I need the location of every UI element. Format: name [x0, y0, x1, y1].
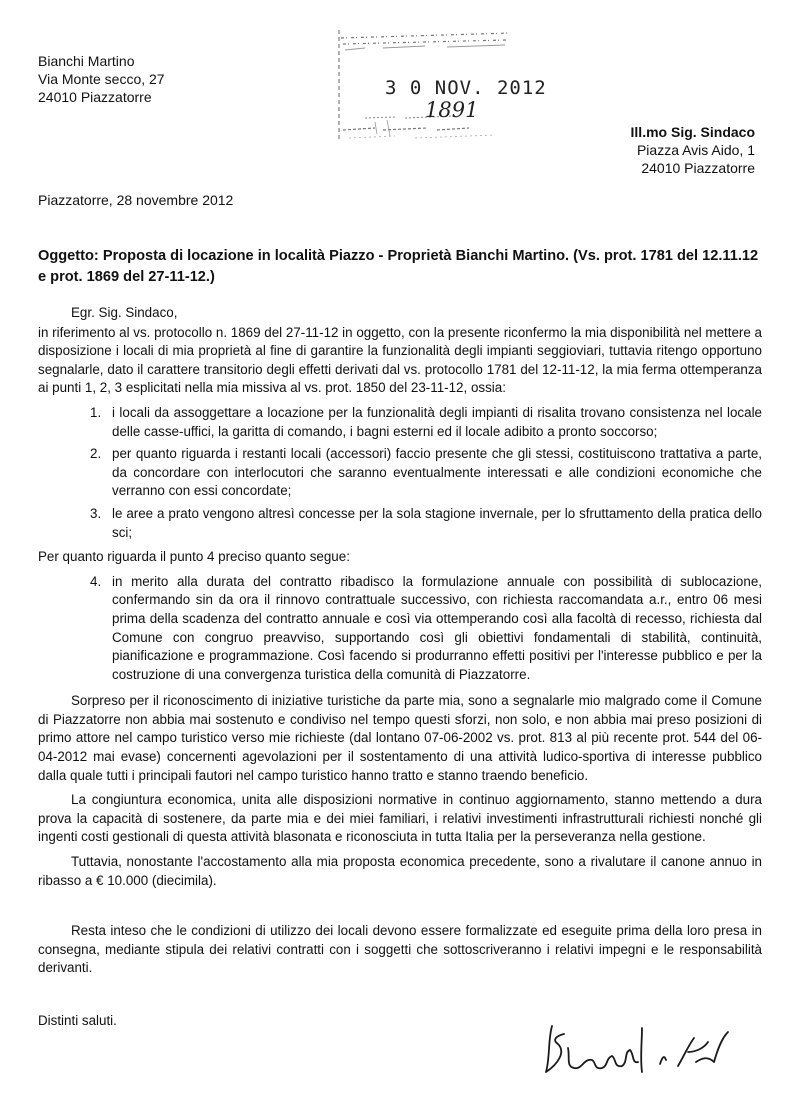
point4-intro: Per quanto riguarda il punto 4 preciso quanto segue:	[38, 549, 350, 565]
list-item: 3. le aree a prato vengono altresì concesse per la sola stagione invernale, per lo sfruttamento della pratica dello sci;	[90, 505, 762, 540]
recipient-block	[631, 123, 755, 177]
date-line: Piazzatorre, 28 novembre 2012	[38, 192, 234, 208]
handwritten-signature	[538, 1018, 748, 1080]
list-item: 1. i locali da assoggettare a locazione per la funzionalità degli impianti di risalita trovano consistenza nel locale delle casse-uffici, la garitta di comando, i bagni esterni ed il locale adibito a pronto soccorso;	[90, 404, 762, 439]
final-paragraph: Resta inteso che le condizioni di utilizzo dei locali devono essere formalizzate ed eseguite prima della loro presa in consegna, mediante stipula dei relativi contratti con i soggetti che sottoscriveranno i relativi impegni e le responsabilità derivanti.	[38, 923, 762, 976]
recipient-title: Ill.mo Sig. Sindaco	[630, 124, 755, 140]
recipient-address: Piazza Avis Aido, 1	[636, 142, 755, 158]
body-paragraph: Sorpreso per il riconoscimento di iniziative turistiche da parte mia, sono a segnalarle mio malgrado come il Comune di Piazzatorre non abbia mai sostenuto e condiviso nel tempo questi sforzi, non solo, e non abbia mai preso posizioni di primo attore nel campo turistico verso mie richieste (dal lontano 07-06-2002 vs. prot. 813 al più recente prot. 544 del 06-04-2012 mai evase) concernenti agevolazioni per il sostentamento di una attività ludico-sportiva di interesse pubblico dalla quale tutti i principali fautori nel campo turistico hanno tratto e stanno traendo beneficio.	[38, 693, 762, 783]
letter-body	[38, 304, 762, 984]
greeting: Egr. Sig. Sindaco,	[71, 305, 178, 320]
intro-paragraph: in riferimento al vs. protocollo n. 1869 del 27-11-12 in oggetto, con la presente riconfermo la mia disponibilità nel mettere a disposizione i locali di mia proprietà al fine di garantire la funzionalità degli impianti seggioviari, tuttavia ritengo opportuno segnalarle, dato il carattere transitorio degli effetti derivati dal vs. protocollo 1781 del 12-11-12, la mia ferma ottemperanza ai punti 1, 2, 3 esplicitati nella mia missiva al vs. prot. 1850 del 23-11-12, ossia:	[38, 324, 762, 396]
points-list	[38, 404, 762, 542]
recipient-city: 24010 Piazzatorre	[641, 160, 755, 176]
sender-block	[38, 52, 165, 106]
list-item: 2. per quanto riguarda i restanti locali (accessori) faccio presente che gli stessi, costituiscono trattativa a parte, da concordare con interlocutori che saranno eventualmente interessati e alle condizioni economiche che verranno con essi concordate;	[90, 446, 762, 499]
stamp-protocol-number: 1891	[425, 98, 479, 122]
stamp-date: 3 0 NOV. 2012	[385, 77, 547, 99]
paragraph-gap	[38, 896, 762, 922]
subject-line: Oggetto: Proposta di locazione in località Piazzo - Proprietà Bianchi Martino. (Vs. prot. 1781 del 12.11.12 e prot. 1869 del 27-11-12.)	[38, 248, 759, 285]
closing-salutation: Distinti saluti.	[38, 1013, 117, 1028]
sender-name: Bianchi Martino	[38, 53, 135, 69]
sender-address: Via Monte secco, 27	[38, 71, 165, 87]
body-paragraph: La congiuntura economica, unita alle disposizioni normative in continuo aggiornamento, stanno mettendo a dura prova la capacità di sostenere, da parte mia e dei miei familiari, i relativi investimenti infrastrutturali richiesti nonché gli ingenti costi gestionali di questa attività blasonata e riconosciuta in tutta Italia per la perseveranza nella gestione.	[38, 792, 762, 845]
sender-city: 24010 Piazzatorre	[38, 89, 152, 105]
body-paragraph: Tuttavia, nonostante l'accostamento alla mia proposta economica precedente, sono a rivalutare il canone annuo in ribasso a € 10.000 (diecimila).	[38, 854, 762, 888]
point4-paragraph: 4. in merito alla durata del contratto ribadisco la formulazione annuale con possibilità di sublocazione, confermando sin da ora il rinnovo contrattuale successivo, con richiesta raccomandata a.r., entro 06 mesi prima della scadenza del contratto annuale e così via ottemperando così alla facoltà di recesso, richiesta dal Comune con congruo preavviso, supportando così gli obiettivi fondamentali di stabilità, continuità, pianificazione e programmazione. Così facendo si produrranno effetti positivi per l'interesse pubblico e per la costruzione di una convergenza turistica della comunità di Piazzatorre.	[90, 573, 762, 682]
